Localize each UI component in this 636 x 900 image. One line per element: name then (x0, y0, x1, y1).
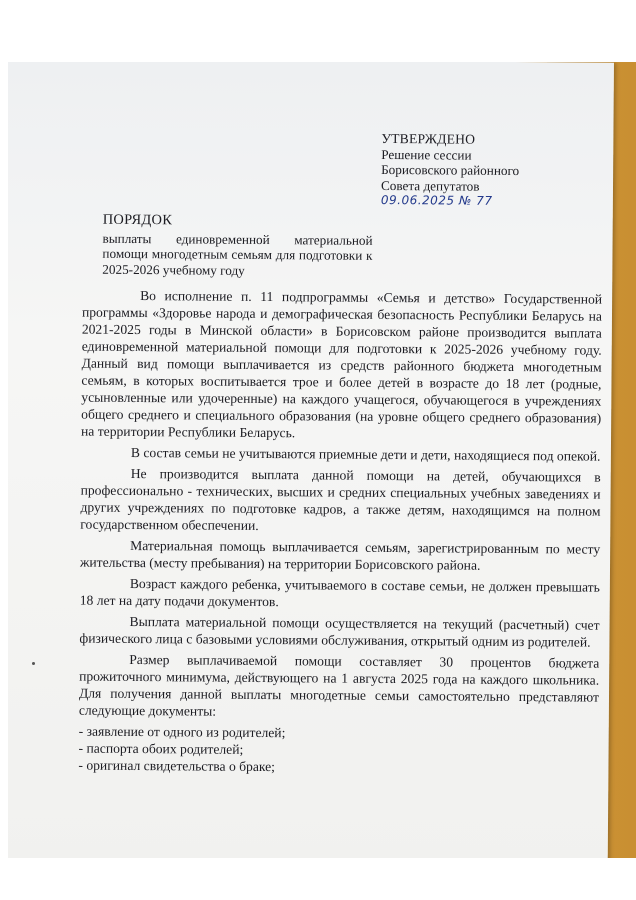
documents-list (78, 723, 598, 778)
paragraph-exclusions: Не производится выплата данной помощи на детей, обучающихся в профессионально - технических, высших и средних специальных учебных заведениях и других учреждениях по подготовке кадров, а также детям, находящимся на полном государственном обеспечении. (80, 465, 601, 533)
paragraph-age-limit: Возраст каждого ребенка, учитываемого в составе семьи, не должен превышать 18 лет на дату подачи документов. (79, 575, 600, 610)
paragraph-payment-account: Выплата материальной помощи осуществляется на текущий (расчетный) счет физического лица с базовыми условиями обслуживания, открытый одним из родителей. (79, 613, 600, 650)
paragraph-family-composition: В состав семьи не учитываются приемные дети и дети, находящиеся под опекой. (130, 444, 601, 464)
documents-list-item: - паспорта обоих родителей; (78, 740, 244, 757)
approval-line-2: Борисовского районного (381, 161, 520, 179)
approval-heading: УТВЕРЖДЕНО (381, 130, 476, 147)
documents-list-item: - оригинал свидетельства о браке; (78, 757, 276, 775)
paragraph-registration: Материальная помощь выплачивается семьям, зарегистрированным по месту жительства (месту пребывания) на территории Борисовского района. (79, 537, 601, 573)
order-purpose: выплаты единовременной материальной помощи многодетным семьям для подготовки к 2025-2026 учебному году (102, 230, 373, 278)
paragraph-amount: Размер выплачиваемой помощи составляет 30 процентов бюджета прожиточного минимума, действующего на 1 августа 2025 года на каждого школьника. Для получения данной выплаты многодетные семьи самостоятельно представляют следующие документы: (78, 651, 600, 719)
order-heading: ПОРЯДОК (102, 211, 173, 229)
approval-line-3: Совета депутатов (380, 177, 480, 194)
approval-block (381, 131, 582, 210)
approval-date-number: 09.06.2025 № 77 (380, 192, 493, 208)
document-body (78, 287, 602, 778)
documents-list-item: - заявление от одного из родителей; (78, 723, 286, 741)
approval-line-1: Решение сессии (381, 146, 472, 163)
document-photo (8, 62, 636, 858)
document-sheet (8, 62, 614, 858)
paragraph-basis: Во исполнение п. 11 подпрограммы «Семья и детство» Государственной программы «Здоровье народа и демографическая безопасность Республики Беларусь на 2021-2025 годы в Минской области» в Борисовском районе производится выплата единовременной материальной помощи для подготовки к 2025-2026 учебному году. Данный вид помощи выплачивается из средств районного бюджета многодетным семьям, в которых воспитывается трое и более детей в возрасте до 18 лет (родные, усыновленные или удочеренные) на каждого учащегося, обучающегося в учреждениях общего среднего и специального образования (на уровне общего среднего образования) на территории Республики Беларусь. (81, 288, 603, 441)
order-title-block (102, 213, 372, 279)
margin-mark (32, 662, 35, 665)
